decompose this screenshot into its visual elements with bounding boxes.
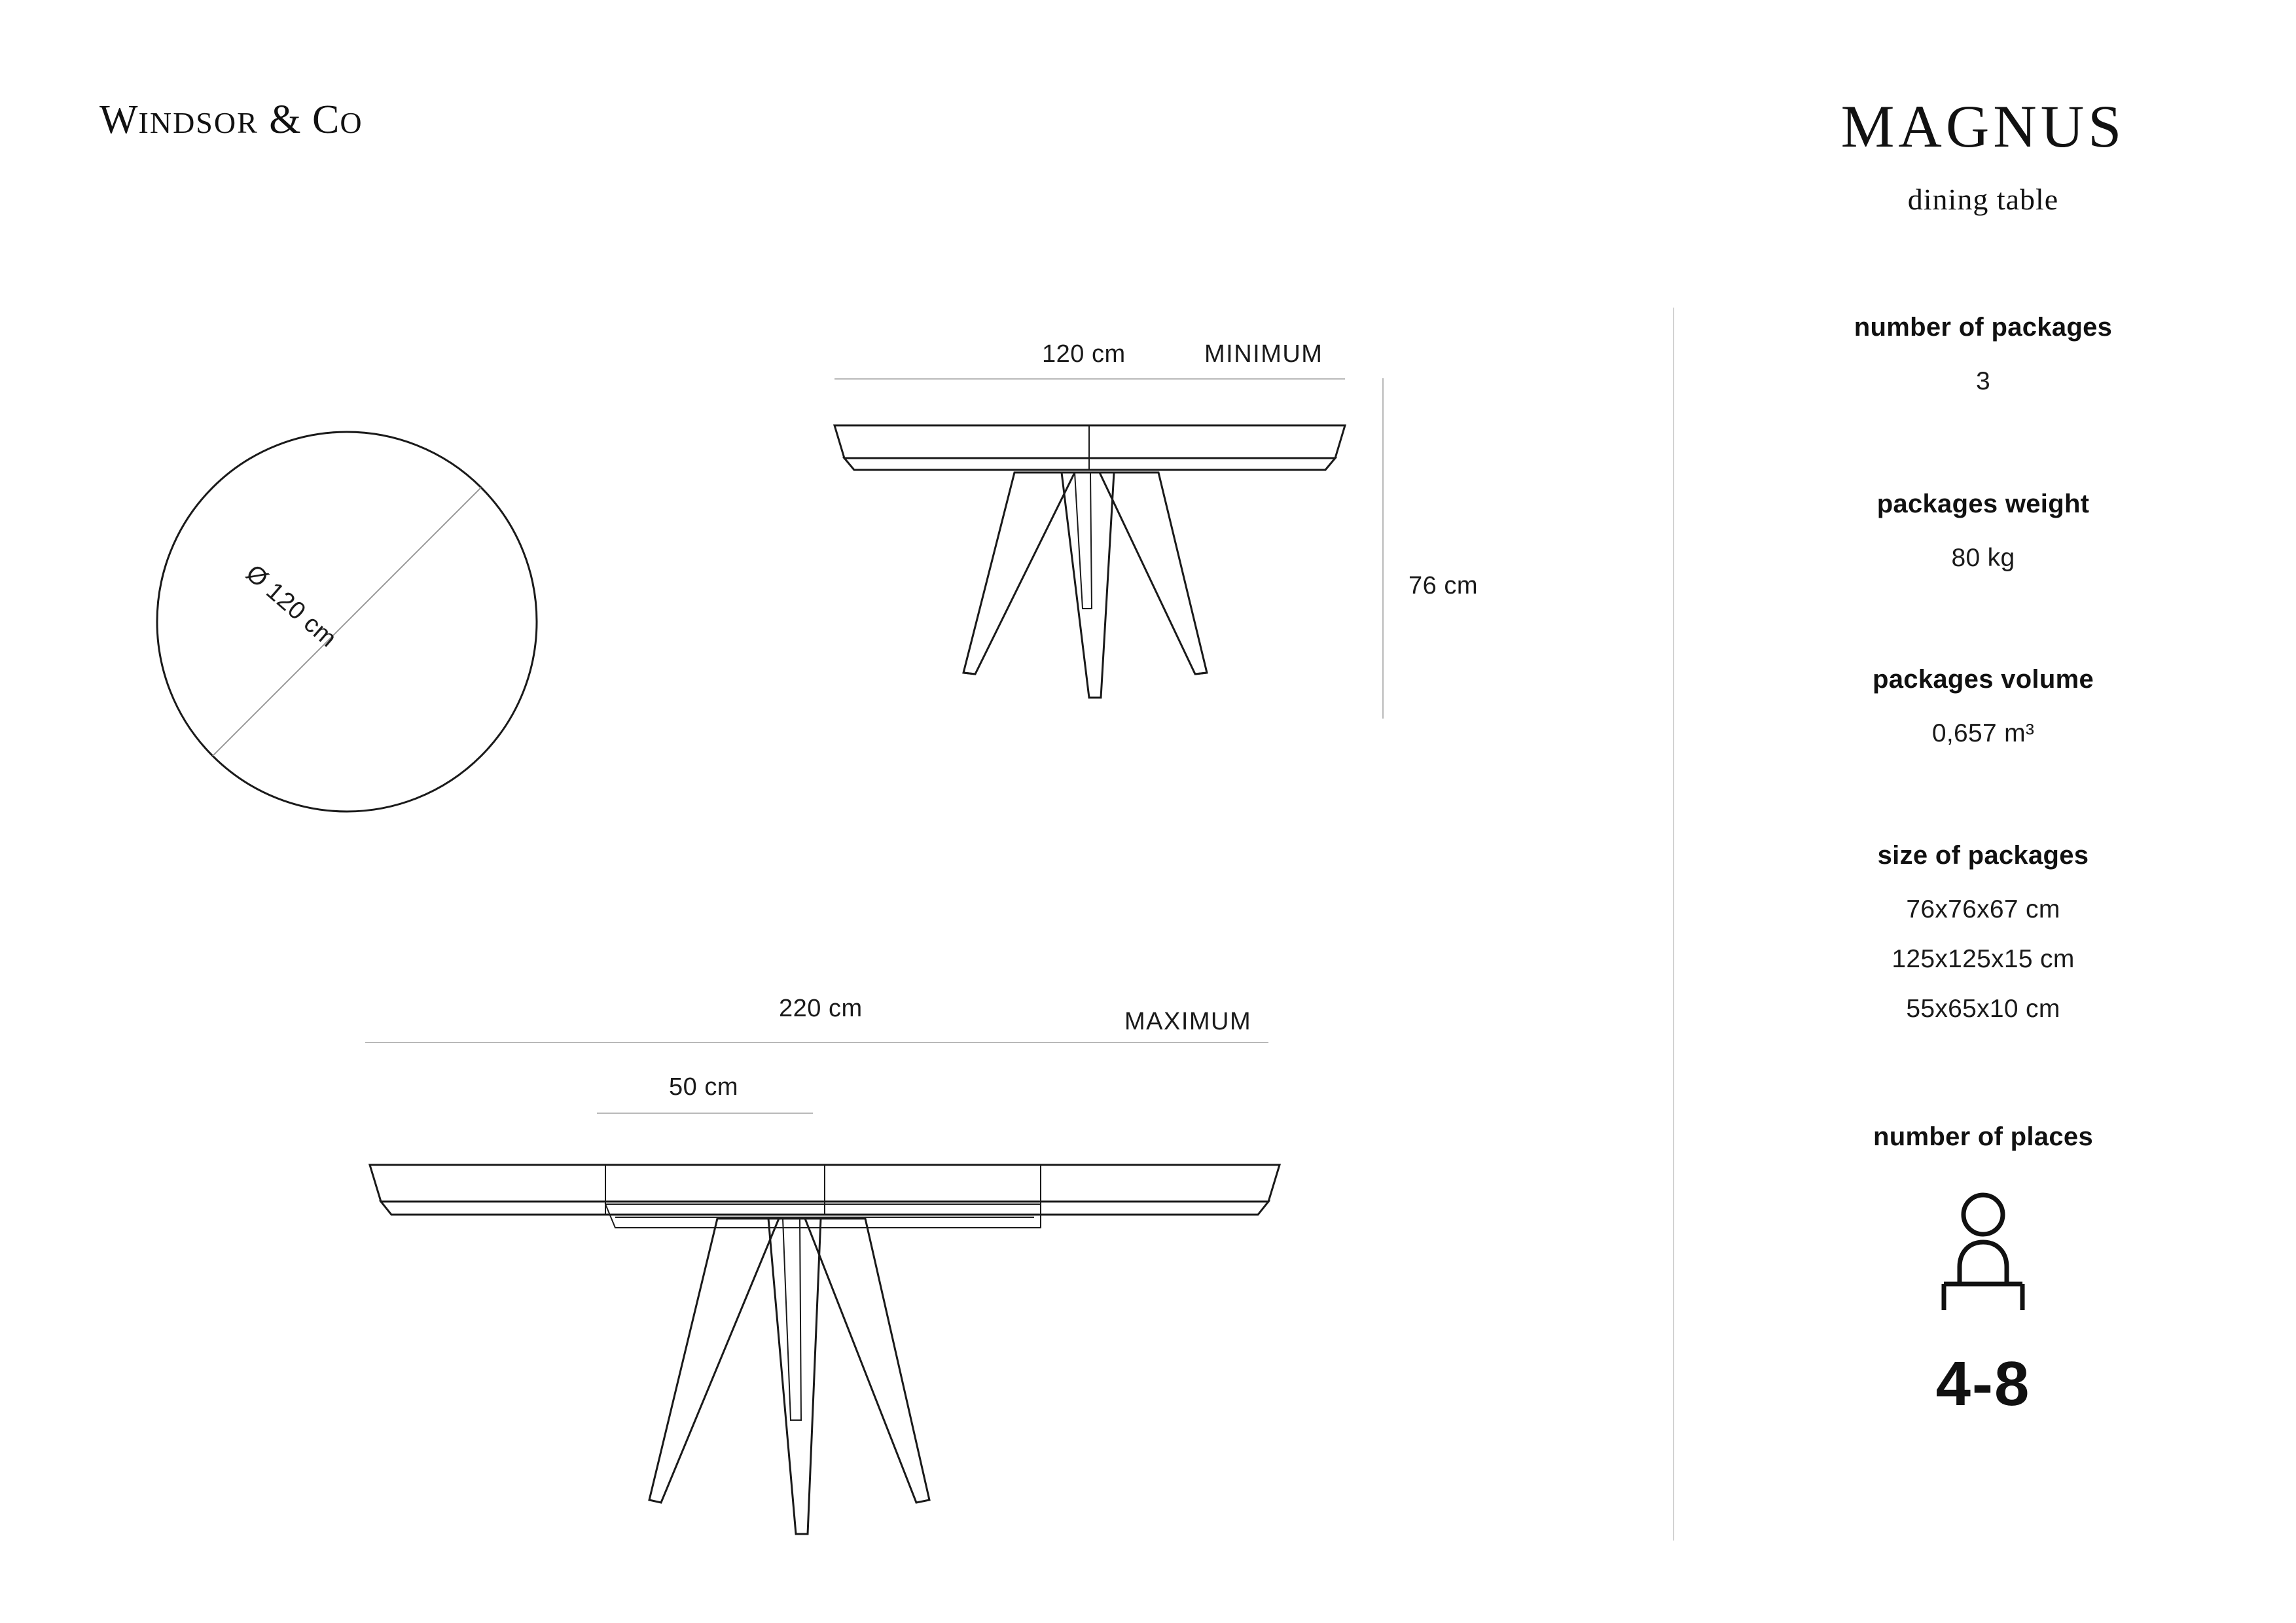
extension-width-rule	[597, 1113, 813, 1114]
spec-label: number of places	[1873, 1122, 2093, 1151]
brand-indsor: INDSOR	[138, 106, 259, 139]
drawing-top-view	[144, 419, 550, 828]
person-icon	[1918, 1191, 2049, 1322]
brand-c: C	[312, 98, 340, 142]
minimum-height-rule	[1382, 378, 1384, 719]
brand-logo	[99, 97, 363, 143]
spec-packages-volume	[1708, 665, 2258, 755]
spec-value: 125x125x15 cm	[1892, 945, 2075, 973]
spec-value: 76x76x67 cm	[1906, 895, 2060, 923]
product-subtitle: dining table	[1907, 183, 2059, 216]
minimum-state-label: MINIMUM	[1204, 340, 1323, 368]
spec-label: packages volume	[1873, 665, 2094, 694]
spec-value: 55x65x10 cm	[1906, 995, 2060, 1023]
product-title: MAGNUS	[1840, 93, 2126, 160]
spec-value: 0,657 m³	[1931, 719, 2035, 747]
brand-w: W	[99, 98, 139, 142]
minimum-width-label: 120 cm	[1042, 340, 1126, 368]
drawing-maximum-view	[353, 1139, 1296, 1600]
spec-value: 80 kg	[1951, 544, 2015, 572]
spec-size-of-packages	[1708, 841, 2258, 1030]
places-count: 4-8	[1935, 1349, 2031, 1419]
maximum-width-rule	[365, 1042, 1268, 1043]
maximum-width-label: 220 cm	[779, 995, 863, 1022]
minimum-width-rule	[834, 378, 1345, 380]
brand-amp: &	[258, 98, 313, 142]
spec-label: number of packages	[1854, 313, 2113, 342]
brand-o: O	[340, 106, 363, 139]
spec-packages-weight	[1708, 490, 2258, 579]
spec-label: packages weight	[1876, 490, 2090, 518]
spec-number-of-packages	[1708, 313, 2258, 402]
extension-width-label: 50 cm	[669, 1073, 738, 1101]
drawing-minimum-view	[818, 412, 1361, 743]
spec-label: size of packages	[1877, 841, 2089, 870]
minimum-height-label: 76 cm	[1408, 572, 1478, 599]
maximum-state-label: MAXIMUM	[1124, 1008, 1252, 1035]
panel-divider	[1673, 308, 1674, 1541]
spec-value: 3	[1976, 367, 1990, 395]
diameter-label: Ø 120 cm	[240, 560, 342, 653]
spec-number-of-places	[1708, 1122, 2258, 1177]
